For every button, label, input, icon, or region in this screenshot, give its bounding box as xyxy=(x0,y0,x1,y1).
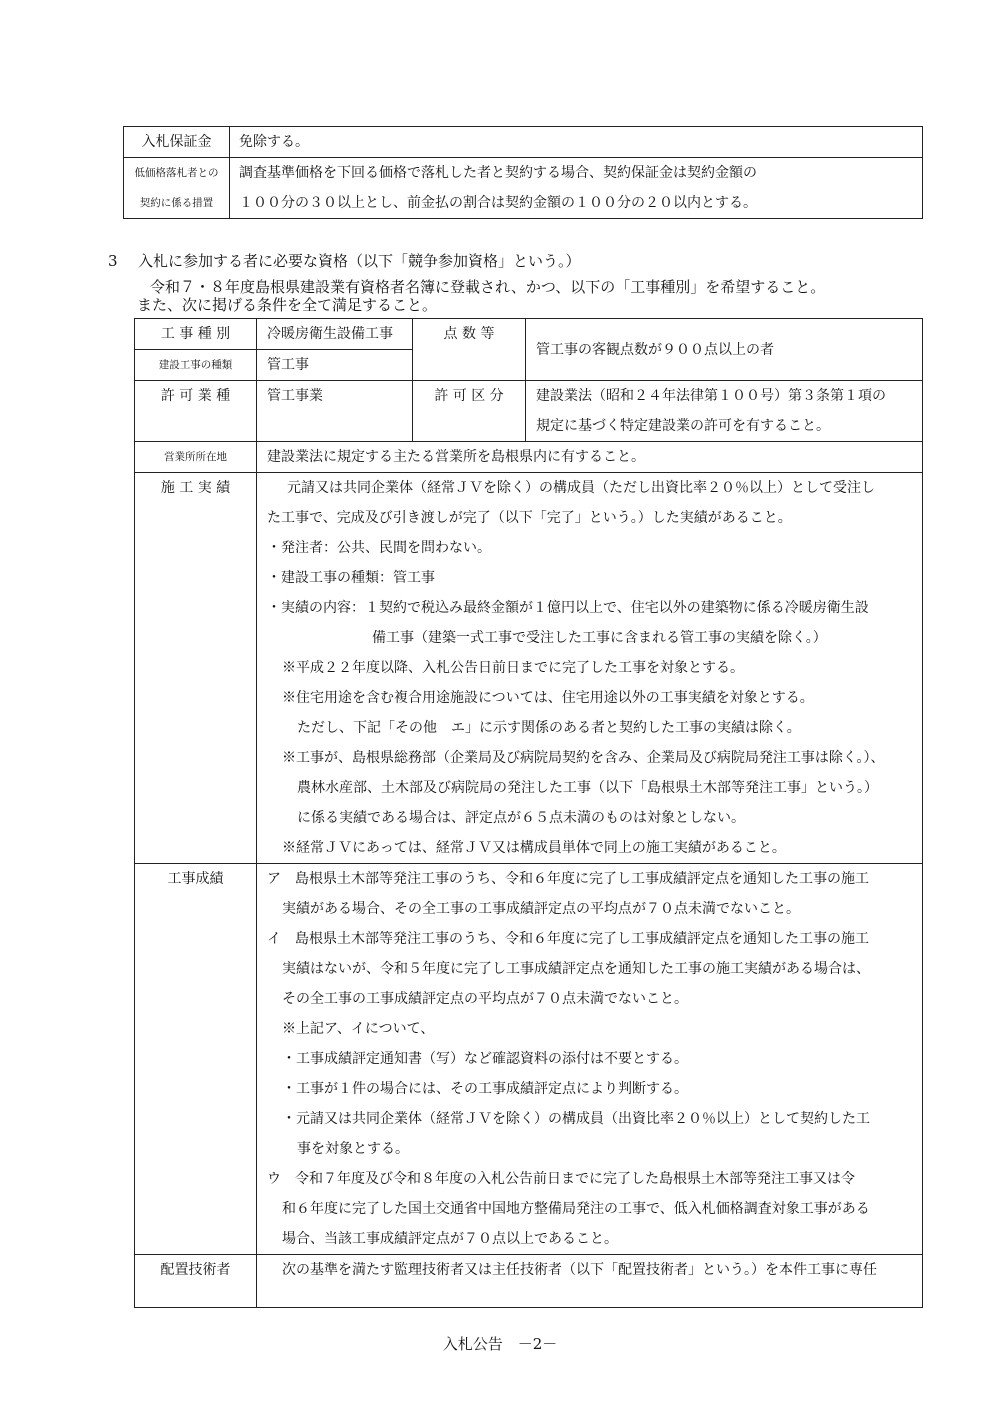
performance-line: ※上記ア、イについて、 xyxy=(282,1021,435,1037)
points-label: 点 数 等 xyxy=(443,326,495,342)
performance-line: ウ 令和７年度及び令和８年度の入札公告前日までに完了した島根県土木部等発注工事又は令 xyxy=(267,1171,855,1187)
low-price-label-line: 低価格落札者との xyxy=(134,167,219,179)
low-price-label-line: 契約に係る措置 xyxy=(139,197,214,209)
section3-heading xyxy=(108,250,581,271)
performance-line: 場合、当該工事成績評定点が７０点以上であること。 xyxy=(282,1231,618,1247)
work-type-value: 冷暖房衛生設備工事 xyxy=(267,326,393,342)
record-line: 備工事（建築一式工事で受注した工事に含まれる管工事の実績を除く。） xyxy=(372,630,827,646)
bid-bond-value: 免除する。 xyxy=(239,134,309,150)
bond-table xyxy=(123,126,923,219)
table-row xyxy=(135,442,923,473)
table-row xyxy=(135,319,923,350)
table-row xyxy=(135,1255,923,1308)
construction-type-value: 管工事 xyxy=(267,357,309,373)
office-location-value: 建設業法に規定する主たる営業所を島根県内に有すること。 xyxy=(267,449,645,465)
table-row xyxy=(135,864,923,1255)
table-row xyxy=(124,127,923,158)
record-line: 元請又は共同企業体（経常ＪＶを除く）の構成員（ただし出資比率２０％以上）として受注し xyxy=(287,480,875,496)
engineer-label: 配置技術者 xyxy=(160,1262,231,1278)
office-location-label: 営業所所在地 xyxy=(164,451,227,463)
record-line: ・発注者：公共、民間を問わない。 xyxy=(267,540,491,556)
record-line: ※経常ＪＶにあっては、経常ＪＶ又は構成員単体で同上の施工実績があること。 xyxy=(282,840,786,856)
performance-line: ・工事が１件の場合には、その工事成績評定点により判断する。 xyxy=(282,1081,688,1097)
section-title: 入札に参加する者に必要な資格（以下「競争参加資格」という。） xyxy=(138,252,581,270)
engineer-value: 次の基準を満たす監理技術者又は主任技術者（以下「配置技術者」という。）を本件工事に専任 xyxy=(282,1262,877,1278)
table-row xyxy=(135,381,923,442)
low-price-line: 調査基準価格を下回る価格で落札した者と契約する場合、契約保証金は契約金額の xyxy=(239,165,757,181)
record-line: に係る実績である場合は、評定点が６５点未満のものは対象としない。 xyxy=(297,810,745,826)
record-line: ※住宅用途を含む複合用途施設については、住宅用途以外の工事実績を対象とする。 xyxy=(282,690,814,706)
record-label: 施 工 実 績 xyxy=(160,480,231,496)
table-row xyxy=(124,158,923,219)
record-line: ・建設工事の種類：管工事 xyxy=(267,570,435,586)
performance-line: 和６年度に完了した国土交通省中国地方整備局発注の工事で、低入札価格調査対象工事がある xyxy=(282,1201,870,1217)
section3-intro: また、次に掲げる条件を全て満足すること。 xyxy=(137,296,438,314)
table-row xyxy=(135,473,923,864)
qualification-table xyxy=(134,318,923,1308)
record-line: ・実績の内容：１契約で税込み最終金額が１億円以上で、住宅以外の建築物に係る冷暖房衛生設 xyxy=(267,600,869,616)
low-price-line: １００分の３０以上とし、前金払の割合は契約金額の１００分の２０以内とする。 xyxy=(239,195,757,211)
performance-line: その全工事の工事成績評定点の平均点が７０点未満でないこと。 xyxy=(282,991,688,1007)
license-class-line: 建設業法（昭和２４年法律第１００号）第３条第１項の xyxy=(536,388,886,404)
bid-bond-label: 入札保証金 xyxy=(141,134,212,150)
section-number: 3 xyxy=(108,252,118,270)
performance-line: ・工事成績評定通知書（写）など確認資料の添付は不要とする。 xyxy=(282,1051,688,1067)
performance-line: 実績はないが、令和５年度に完了し工事成績評定点を通知した工事の施工実績がある場合は、 xyxy=(282,961,870,977)
license-class-line: 規定に基づく特定建設業の許可を有すること。 xyxy=(536,418,830,434)
record-line: ただし、下記「その他 エ」に示す関係のある者と契約した工事の実績は除く。 xyxy=(297,720,801,736)
work-type-label: 工 事 種 別 xyxy=(160,326,231,342)
performance-line: 事を対象とする。 xyxy=(297,1141,409,1157)
record-line: ※工事が、島根県総務部（企業局及び病院局契約を含み、企業局及び病院局発注工事は除く。）、 xyxy=(282,750,885,766)
performance-line: イ 島根県土木部等発注工事のうち、令和６年度に完了し工事成績評定点を通知した工事の施工 xyxy=(267,931,869,947)
page-footer: 入札公告 －2－ xyxy=(442,1335,558,1353)
record-line: ※平成２２年度以降、入札公告日前日までに完了した工事を対象とする。 xyxy=(282,660,744,676)
points-value: 管工事の客観点数が９００点以上の者 xyxy=(536,341,774,358)
performance-line: ・元請又は共同企業体（経常ＪＶを除く）の構成員（出資比率２０％以上）として契約した工 xyxy=(282,1111,870,1127)
performance-line: 実績がある場合、その全工事の工事成績評定点の平均点が７０点未満でないこと。 xyxy=(282,901,800,917)
license-type-value: 管工事業 xyxy=(267,388,323,404)
construction-type-label: 建設工事の種類 xyxy=(158,359,233,371)
license-class-label: 許 可 区 分 xyxy=(434,388,504,404)
license-type-label: 許 可 業 種 xyxy=(160,388,231,404)
record-line: 農林水産部、土木部及び病院局の発注した工事（以下「島根県土木部等発注工事」という。） xyxy=(297,780,878,796)
performance-line: ア 島根県土木部等発注工事のうち、令和６年度に完了し工事成績評定点を通知した工事の施工 xyxy=(267,871,869,887)
record-line: た工事で、完成及び引き渡しが完了（以下「完了」という。）した実績があること。 xyxy=(267,510,792,526)
performance-label: 工事成績 xyxy=(167,871,224,887)
section3-intro: 令和７・８年度島根県建設業有資格者名簿に登載され、かつ、以下の「工事種別」を希望すること。 xyxy=(150,278,826,296)
